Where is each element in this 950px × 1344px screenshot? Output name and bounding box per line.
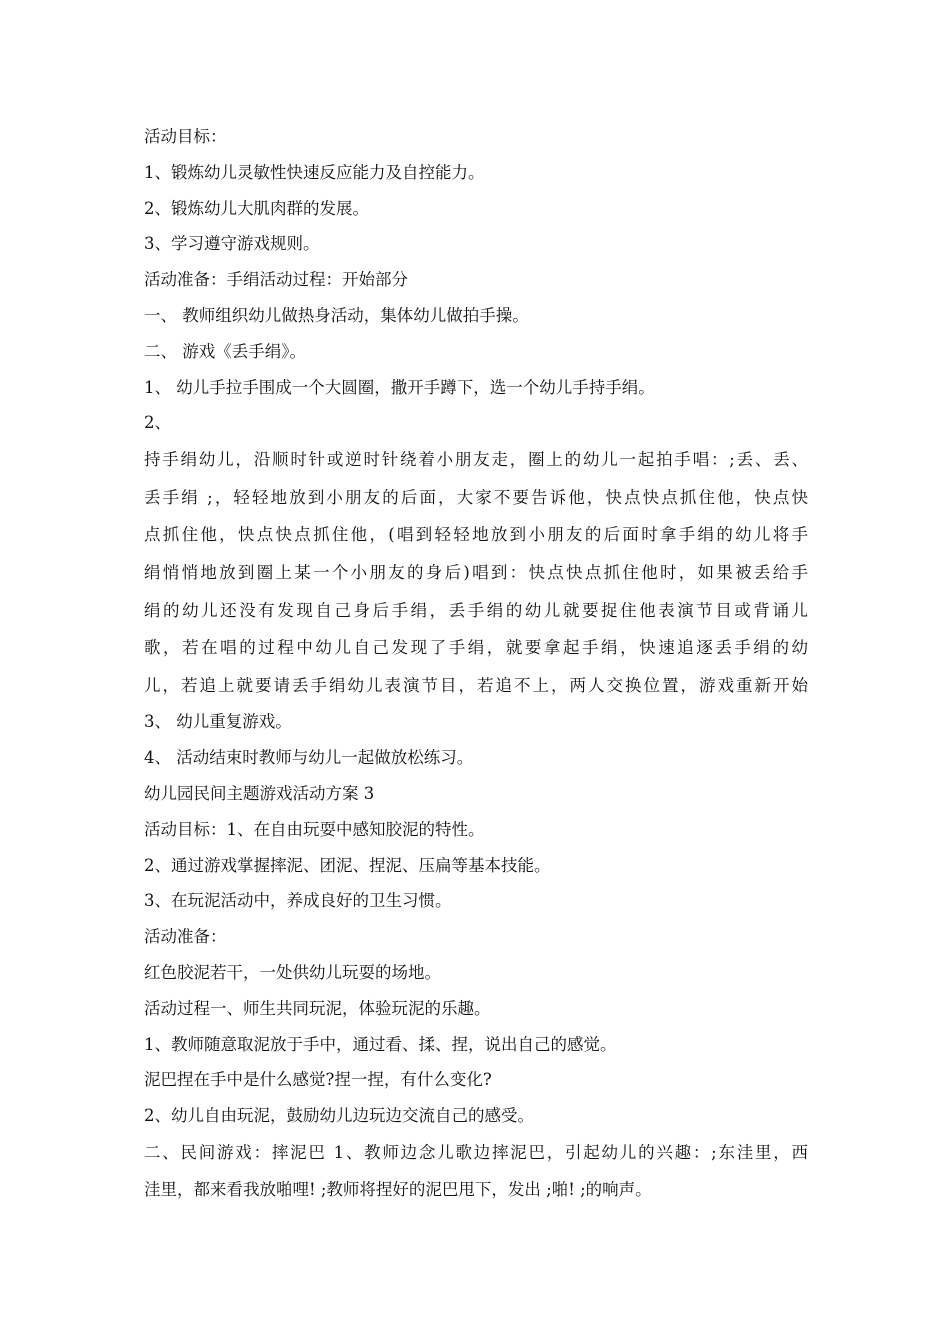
game-step-2-number: 2、	[144, 413, 171, 433]
preparation-line: 活动准备：手绢活动过程：开始部分	[144, 270, 408, 290]
game-step-3: 3、 幼儿重复游戏。	[144, 712, 292, 732]
paragraph-line: 持手绢幼儿，沿顺时针或逆时针绕着小朋友走，圈上的幼儿一起拍手唱：;丢、丢、	[144, 450, 808, 470]
plan3-process-1-step-1: 1、教师随意取泥放于手中，通过看、揉、捏，说出自己的感觉。	[144, 1034, 617, 1054]
paragraph-line: 绢的幼儿还没有发现自己身后手绢，丢手绢的幼儿就要捉住他表演节目或背诵儿	[144, 600, 808, 620]
paragraph-line: 二、民间游戏：摔泥巴 1、教师边念儿歌边摔泥巴，引起幼儿的兴趣：;东洼里，西	[144, 1142, 808, 1162]
heading-activity-goals: 活动目标：	[144, 127, 227, 146]
paragraph-line: 丢手绢 ;，轻轻地放到小朋友的后面，大家不要告诉他，快点快点抓住他，快点快	[144, 487, 808, 507]
paragraph-line: 歌，若在唱的过程中幼儿自己发现了手绢，就要拿起手绢，快速追逐丢手绢的幼	[144, 638, 808, 658]
section-title-plan-3: 幼儿园民间主题游戏活动方案 3	[144, 783, 375, 803]
plan3-goal-3: 3、在玩泥活动中，养成良好的卫生习惯。	[144, 891, 452, 911]
game-step-1: 1、 幼儿手拉手围成一个大圆圈，撒开手蹲下，选一个幼儿手持手绢。	[144, 377, 655, 397]
process-step-2: 二、 游戏《丢手绢》。	[144, 341, 306, 361]
goal-item-1: 1、锻炼幼儿灵敏性快速反应能力及自控能力。	[144, 162, 485, 182]
plan3-goal-1: 活动目标：1、在自由玩耍中感知胶泥的特性。	[144, 819, 485, 839]
game-step-4: 4、 活动结束时教师与幼儿一起做放松练习。	[144, 748, 474, 768]
paragraph-line: 儿，若追上就要请丢手绢幼儿表演节目，若追不上，两人交换位置，游戏重新开始	[144, 675, 808, 695]
plan3-goal-2: 2、通过游戏掌握摔泥、团泥、捏泥、压扁等基本技能。	[144, 855, 551, 875]
goal-item-2: 2、锻炼幼儿大肌肉群的发展。	[144, 198, 369, 218]
paragraph-line: 点抓住他，快点快点抓住他，(唱到轻轻地放到小朋友的后面时拿手绢的幼儿将手	[144, 525, 808, 545]
plan3-preparation-detail: 红色胶泥若干，一处供幼儿玩耍的场地。	[144, 962, 441, 982]
plan3-question: 泥巴捏在手中是什么感觉?捏一捏，有什么变化?	[144, 1070, 492, 1090]
document-body	[144, 119, 808, 1209]
plan3-process-1: 活动过程一、师生共同玩泥，体验玩泥的乐趣。	[144, 998, 491, 1018]
paragraph-line: 绢悄悄地放到圈上某一个小朋友的身后)唱到：快点快点抓住他时，如果被丢给手	[144, 562, 808, 582]
plan3-process-1-step-2: 2、幼儿自由玩泥，鼓励幼儿边玩边交流自己的感受。	[144, 1106, 534, 1126]
process-step-1: 一、 教师组织幼儿做热身活动，集体幼儿做拍手操。	[144, 305, 529, 325]
paragraph-line: 洼里，都来看我放啪哩! ;教师将捏好的泥巴甩下，发出 ;啪! ;的响声。	[144, 1180, 652, 1200]
goal-item-3: 3、学习遵守游戏规则。	[144, 234, 320, 254]
folk-game-paragraph	[144, 1134, 808, 1209]
plan3-preparation-heading: 活动准备：	[144, 927, 227, 947]
game-description-paragraph	[144, 441, 808, 704]
